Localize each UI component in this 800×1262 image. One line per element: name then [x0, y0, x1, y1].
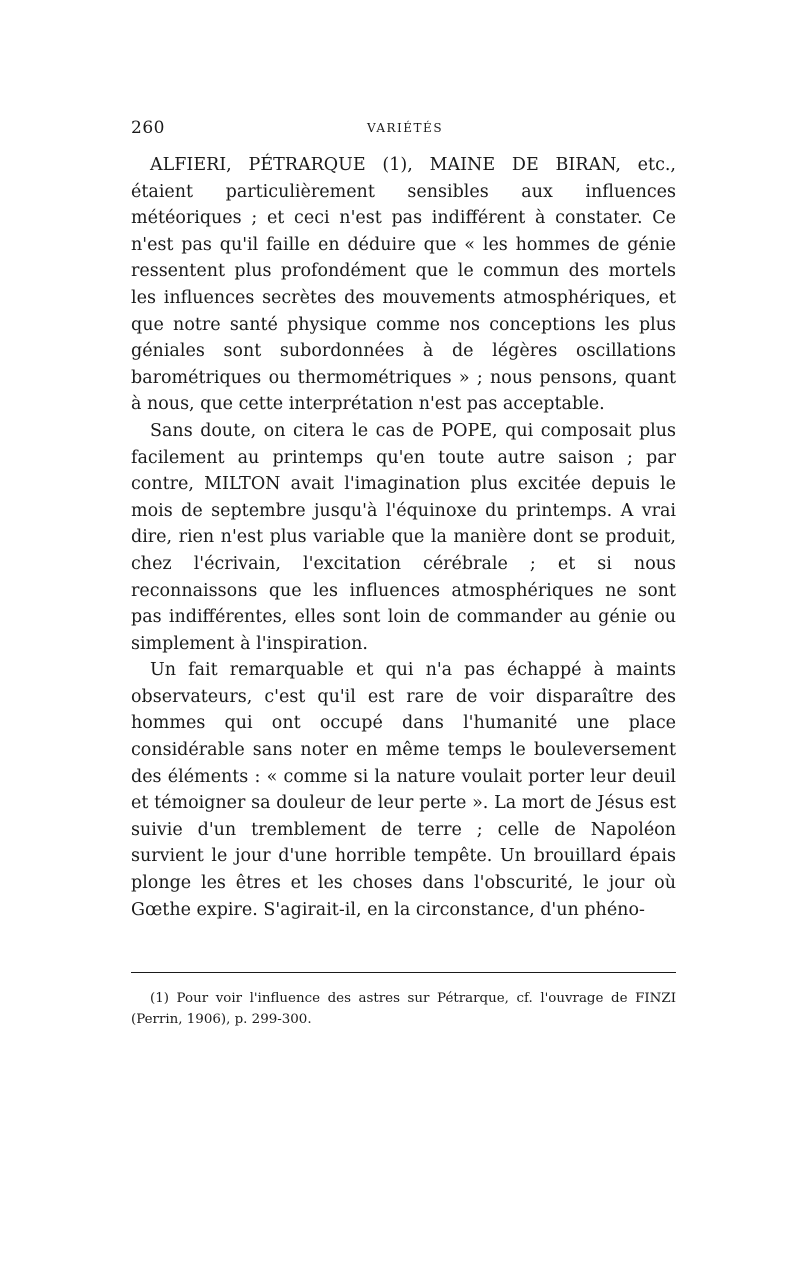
footnote — [131, 988, 676, 1030]
body-text — [131, 152, 676, 923]
footnote-text: (1) Pour voir l'influence des astres sur Pétrarque, cf. l'ouvrage de FINZI (Perrin, 1906), p. 299-300. — [131, 991, 676, 1027]
paragraph-3: Un fait remarquable et qui n'a pas échappé à maints observateurs, c'est qu'il est rare de voir disparaître des hommes qui ont occupé dans l'humanité une place considérable sans noter en même temps le bouleversement des éléments : « comme si la nature voulait porter leur deuil et témoigner sa douleur de leur perte ». La mort de Jésus est suivie d'un tremblement de terre ; celle de Napoléon survient le jour d'une horrible tempête. Un brouillard épais plonge les êtres et les choses dans l'obscurité, le jour où Gœthe expire. S'agirait-il, en la circonstance, d'un phéno- — [131, 660, 676, 920]
paragraph-1: ALFIERI, PÉTRARQUE (1), MAINE DE BIRAN, etc., étaient particulièrement sensibles aux influences météoriques ; et ceci n'est pas indifférent à constater. Ce n'est pas qu'il faille en déduire que « les hommes de génie ressentent plus profondément que le commun des mortels les influences secrètes des mouvements atmosphériques, et que notre santé physique comme nos conceptions les plus géniales sont subordonnées à de légères oscillations barométriques ou thermométriques » ; nous pensons, quant à nous, que cette interprétation n'est pas acceptable. — [131, 155, 676, 415]
paragraph-2: Sans doute, on citera le cas de POPE, qui composait plus facilement au printemps qu'en toute autre saison ; par contre, MILTON avait l'imagination plus excitée depuis le mois de septembre jusqu'à l'équinoxe du printemps. A vrai dire, rien n'est plus variable que la manière dont se produit, chez l'écrivain, l'excitation cérébrale ; et si nous reconnaissons que les influences atmosphériques ne sont pas indifférentes, elles sont loin de commander au génie ou simplement à l'inspiration. — [131, 420, 676, 654]
footnote-divider — [131, 972, 676, 973]
page-number: 260 — [131, 118, 165, 138]
running-head: VARIÉTÉS — [367, 121, 444, 135]
page-header — [131, 118, 676, 144]
